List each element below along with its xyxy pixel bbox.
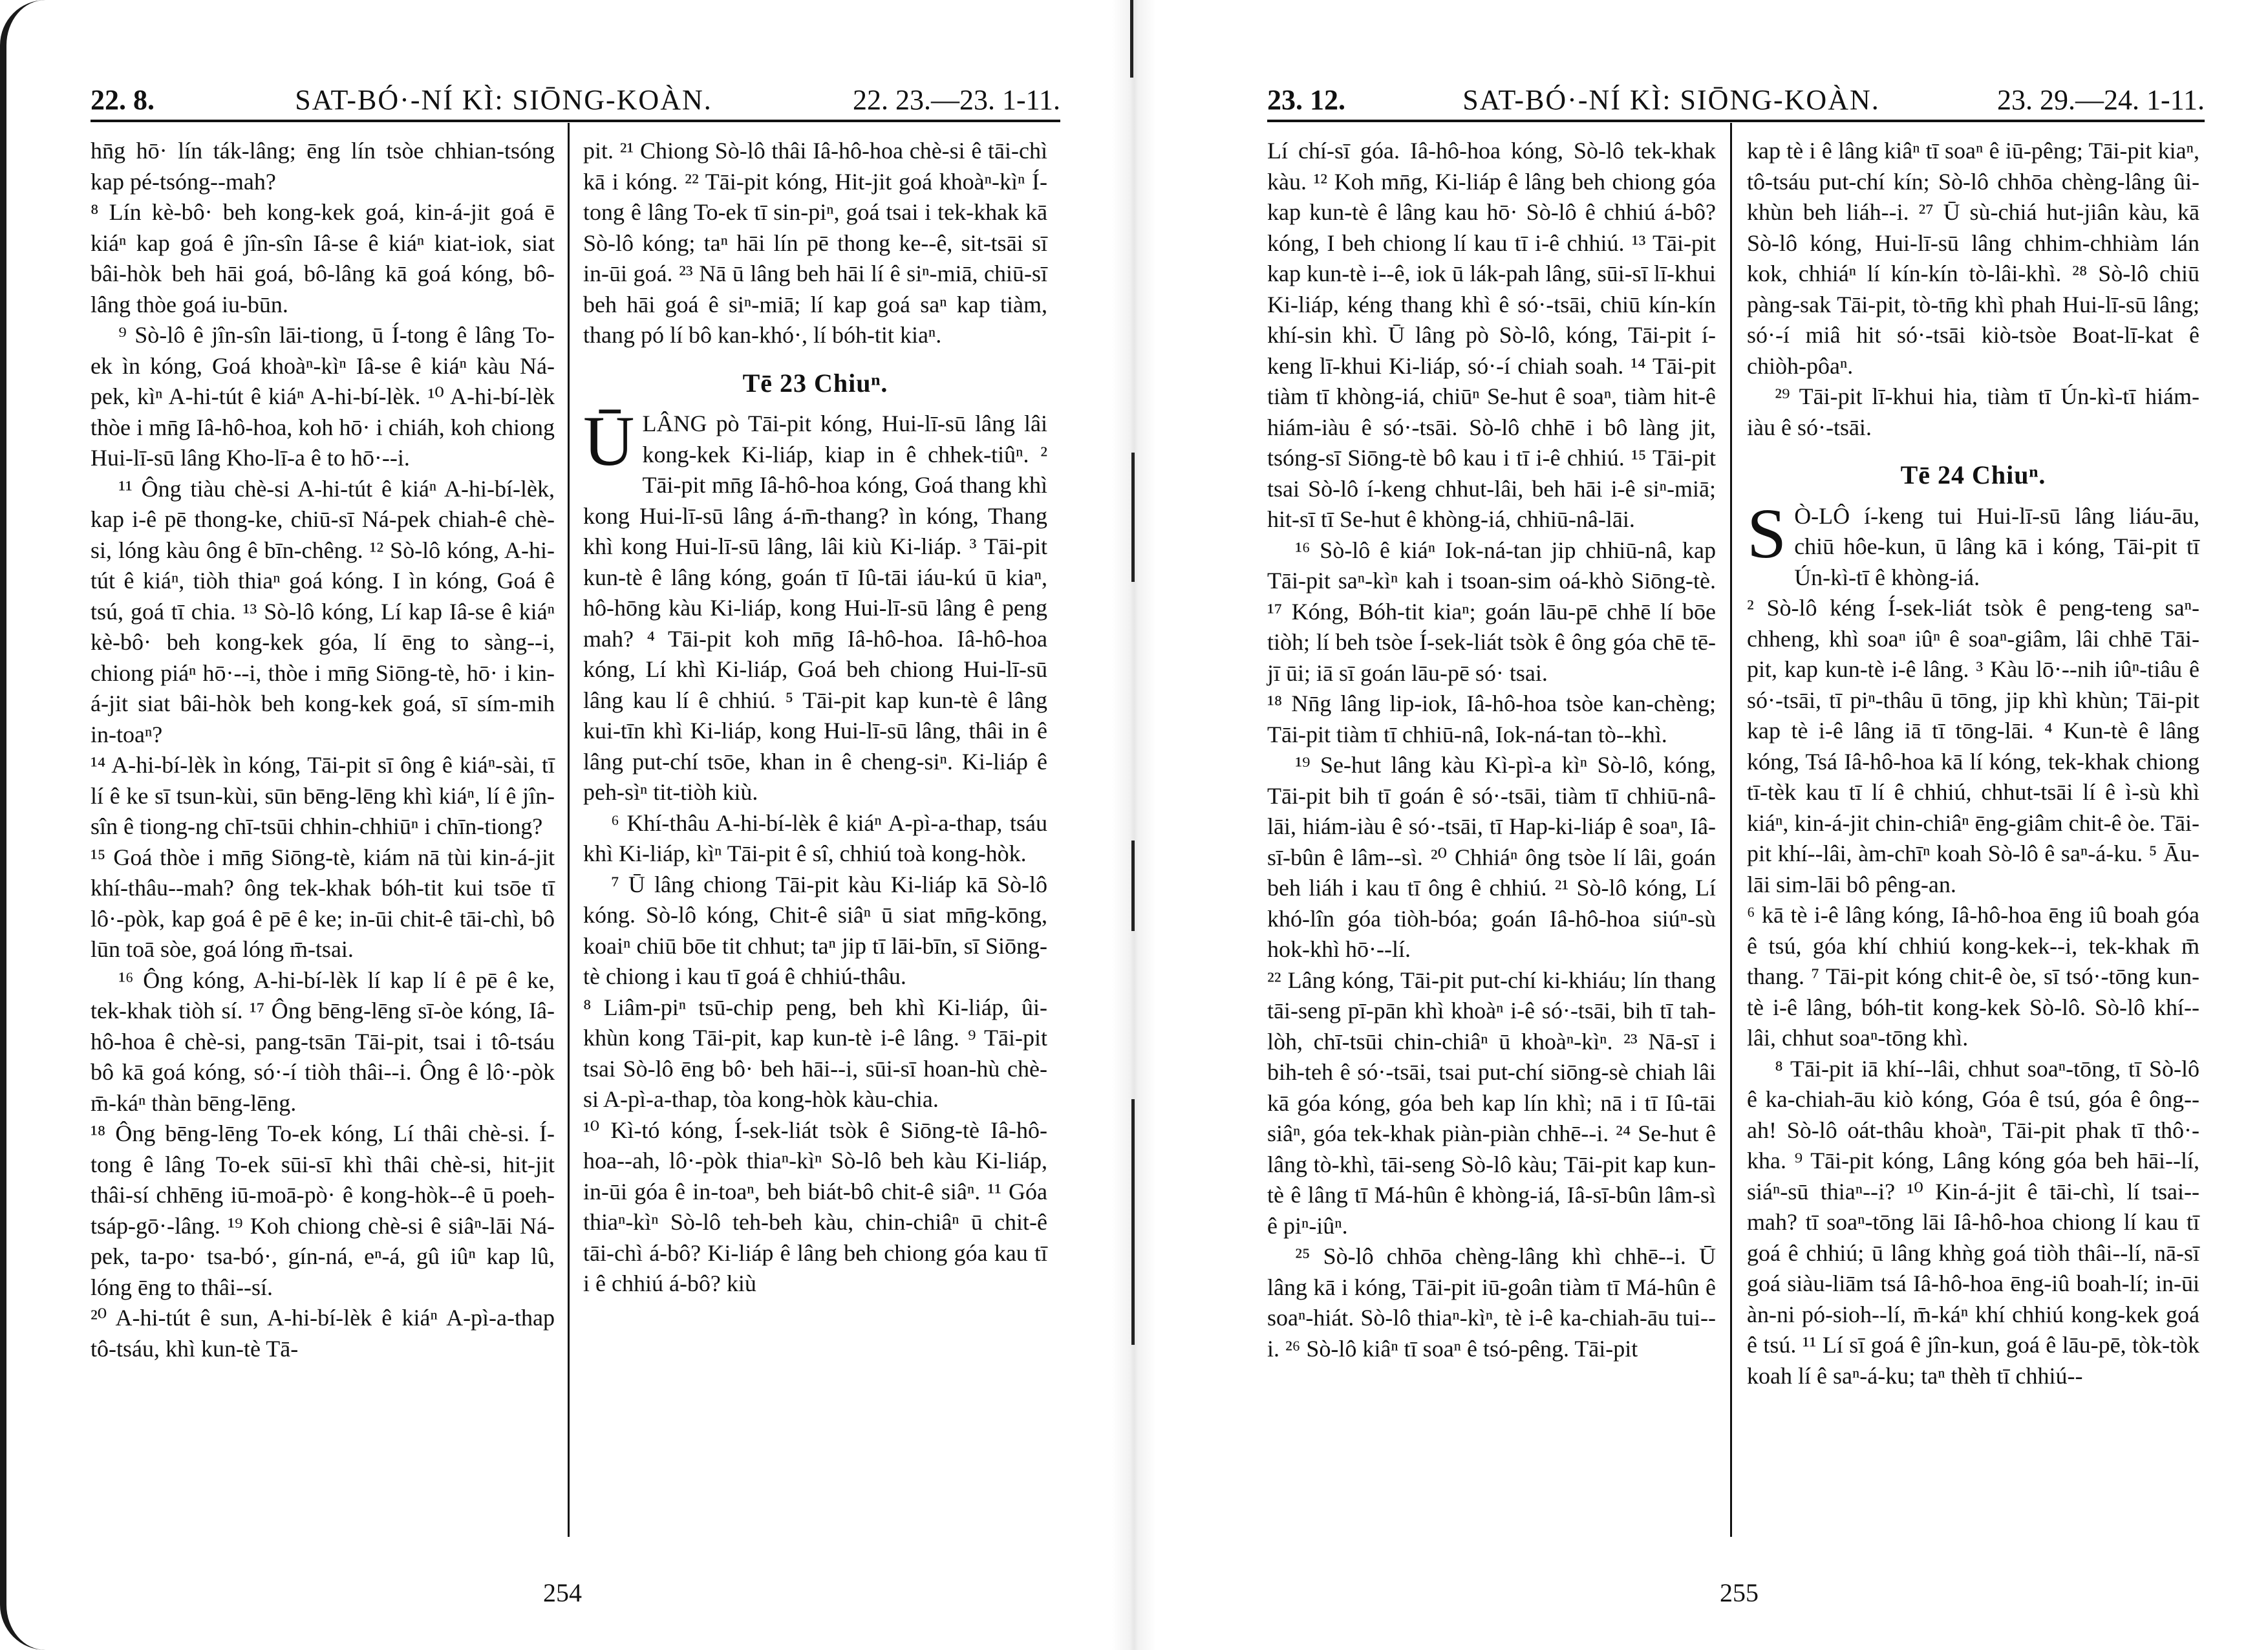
paragraph: ²⁵ Sò-lô chhōa chèng-lâng khì chhē--i. Ū lâng kā i kóng, Tāi-pit iū-goân tiàm tī Má-hûn ê soaⁿ-hiát. Sò-lô thiaⁿ-kìⁿ, tè i-ê ka-chiah-āu tui--i. ²⁶ Sò-lô kiâⁿ tī soaⁿ ê tsó-pêng. Tāi-pit — [1267, 1243, 1716, 1362]
paragraph: ¹⁶ Sò-lô ê kiáⁿ Iok-ná-tan jip chhiū-nâ, kap Tāi-pit saⁿ-kìⁿ kah i tsoan-sim oá-khò Siōng-tè. ¹⁷ Kóng, Bóh-tit kiaⁿ; goán lāu-pē chhē lí bōe tiòh; lí beh tsòe Í-sek-liát tsòk ê ông góa chē tē-jī ūi; iā sī goán lāu-pē só· tsai. — [1267, 537, 1716, 686]
spine-shadow — [1131, 453, 1135, 582]
right-page — [1267, 0, 2205, 1650]
paragraph: ¹⁶ Ông kóng, A-hi-bí-lèk lí kap lí ê pē ê ke, tek-khak tiòh sí. ¹⁷ Ông bēng-lēng sī-òe kóng, Iâ-hô-hoa ê chè-si, pang-tsān Tāi-pit, tsai i tô-tsáu bô kā goá kóng, só·-í tiòh thâi--i. Ông ê lô·-pòk m̄-káⁿ thàn bēng-lēng. — [91, 967, 555, 1116]
text-column-2 — [1747, 136, 2199, 1391]
text-column-2 — [583, 136, 1047, 1300]
header-left-ref: 22. 8. — [91, 84, 155, 116]
running-header — [1267, 65, 2205, 116]
book-left-edge — [0, 0, 45, 1650]
paragraph: ⁶ Khí-thâu A-hi-bí-lèk ê kiáⁿ A-pì-a-thap, tsáu khì Ki-liáp, kìⁿ Tāi-pit ê sî, chhiú toà kong-hòk. — [583, 809, 1047, 866]
header-title: SAT-BÓ·-NÍ KÌ: SIŌNG-KOÀN. — [295, 84, 712, 116]
header-title: SAT-BÓ·-NÍ KÌ: SIŌNG-KOÀN. — [1462, 84, 1880, 116]
paragraph: ¹⁵ Goá thòe i mn̄g Siōng-tè, kiám nā tùi kin-á-jit khí-thâu--mah? ông tek-khak bóh-tit kui tsōe tī lô·-pòk, kap goá ê pē ê ke; in-ūi chit-ê tāi-chì, bô lūn toā sòe, goá lóng m̄-tsai. — [91, 844, 555, 962]
spine-shadow — [1130, 0, 1133, 78]
paragraph: ¹⁸ Nn̄g lâng lip-iok, Iâ-hô-hoa tsòe kan-chèng; Tāi-pit tiàm tī chhiū-nâ, Iok-ná-tan tò--khì. — [1267, 691, 1716, 747]
paragraph: hn̄g hō· lín ták-lâng; ēng lín tsòe chhian-tsóng kap pé-tsóng--mah? — [91, 138, 555, 195]
paragraph: ²² Lâng kóng, Tāi-pit put-chí ki-khiáu; lín thang tāi-seng pī-pān khì khoàⁿ i-ê só·-tsāi, bih tī tah-lòh, chī-tsūi chin-chiâⁿ ū khoàⁿ-kìⁿ. ²³ Nā-sī i bih-teh ê só·-tsāi, tsai put-chí siōng-sè chiah lâi kā góa kóng, góa beh kap lín khì; nā i tī Iû-tāi siâⁿ, góa tek-khak piàn-piàn chhē--i. ²⁴ Se-hut ê lâng tò-khì, tāi-seng Sò-lô kàu; Tāi-pit kap kun-tè ê lâng tī Má-hûn ê khòng-iá, Iâ-sī-bûn lâm-sì ê piⁿ-iûⁿ. — [1267, 967, 1716, 1239]
header-right-ref: 23. 29.—24. 1-11. — [1996, 84, 2205, 116]
drop-cap: Ū — [583, 402, 635, 480]
left-page — [91, 0, 1060, 1650]
spine-shadow — [1131, 1099, 1135, 1345]
header-rule — [91, 120, 1060, 122]
text-column-1 — [1267, 136, 1716, 1364]
column-divider — [568, 123, 570, 1537]
book-spine — [1112, 0, 1156, 1650]
page-number: 254 — [543, 1578, 582, 1607]
paragraph: ¹¹ Ông tiàu chè-si A-hi-tút ê kiáⁿ A-hi-bí-lèk, kap i-ê pē thong-ke, chiū-sī Ná-pek chiah-ê chè-si, lóng kàu ông ê bīn-chêng. ¹² Sò-lô kóng, A-hi-tút ê kiáⁿ, tiòh thiaⁿ goá kóng. I ìn kóng, Goá ê tsú, goá tī chia. ¹³ Sò-lô kóng, Lí kap Iâ-se ê kiáⁿ kè-bô· beh kong-kek góa, lí ēng to sàng--i, chiong piáⁿ hō·--i, thòe i mn̄g Siōng-tè, hō· i kin-á-jit siat bâi-hòk beh kong-kek goá, sī sím-mih in-toaⁿ? — [91, 475, 555, 747]
drop-cap: S — [1747, 493, 1787, 573]
paragraph: pit. ²¹ Chiong Sò-lô thâi Iâ-hô-hoa chè-si ê tāi-chì kā i kóng. ²² Tāi-pit kóng, Hit-jit goá khoàⁿ-kìⁿ Í-tong ê lâng To-ek tī sin-piⁿ, goá tsai i tek-khak kā Sò-lô kóng; taⁿ hāi lín pē thong ke--ê, sit-tsāi sī in-ūi goá. ²³ Nā ū lâng beh hāi lí ê siⁿ-miā, chiū-sī beh hāi goá ê siⁿ-miā; lí kap goá saⁿ kap tiàm, thang pó lí bô kan-khó·, lí bóh-tit kiaⁿ. — [583, 138, 1047, 348]
header-rule — [1267, 120, 2205, 122]
paragraph: ¹⁹ Se-hut lâng kàu Kì-pì-a kìⁿ Sò-lô, kóng, Tāi-pit bih tī goán ê só·-tsāi, tiàm tī chhiū-nâ-lāi, hiám-iàu ê só·-tsāi, tī Hap-ki-liáp ê soaⁿ, Iâ-sī-bûn ê lâm--sì. ²⁰ Chhiáⁿ ông tsòe lí lâi, goán beh liáh i kau tī ông ê chhiú. ²¹ Sò-lô kóng, Lí khó-lîn góa tiòh-bóa; goán Iâ-hô-hoa siúⁿ-sù hok-khì hō·--lí. — [1267, 752, 1716, 962]
header-left-ref: 23. 12. — [1267, 84, 1345, 116]
header-right-ref: 22. 23.—23. 1-11. — [852, 84, 1060, 116]
text-column-1 — [91, 136, 555, 1364]
paragraph: ¹⁰ Kì-tó kóng, Í-sek-liát tsòk ê Siōng-tè Iâ-hô-hoa--ah, lô·-pòk thiaⁿ-kìⁿ Sò-lô beh kàu Ki-liáp, in-ūi góa ê in-toaⁿ, beh biát-bô chit-ê siâⁿ. ¹¹ Góa thiaⁿ-kìⁿ Sò-lô teh-beh kàu, chin-chiâⁿ ū chit-ê tāi-chì á-bô? Ki-liáp ê lâng beh chiong góa kau tī i ê chhiú á-bô? kiù — [583, 1117, 1047, 1296]
paragraph: ² Sò-lô kéng Í-sek-liát tsòk ê peng-teng saⁿ-chheng, khì soaⁿ iûⁿ ê soaⁿ-giâm, lâi chhē Tāi-pit, kap kun-tè i-ê lâng. ³ Kàu lō·--nih iûⁿ-tiâu ê só·-tsāi, tī piⁿ-thâu ū tōng, jip khì khùn; Tāi-pit kap tè i-ê lâng iā tī tōng-lāi. ⁴ Kun-tè ê lâng kóng, Tsá Iâ-hô-hoa kā lí kóng, tek-khak chiong tī-tèk kau tī lí ê chhiú, chhut-tsāi lí ê ì-sù khì kiáⁿ, kin-á-jit chin-chiâⁿ ēng-giâm chit-ê òe. Tāi-pit khí--lâi, àm-chīⁿ koah Sò-lô ê saⁿ-á-ku. ⁵ Āu-lāi sim-lāi bô pêng-an. — [1747, 595, 2199, 897]
page-number: 255 — [1720, 1578, 1759, 1607]
paragraph: ⁹ Sò-lô ê jîn-sîn lāi-tiong, ū Í-tong ê lâng To-ek ìn kóng, Goá khoàⁿ-kìⁿ Iâ-se ê kiáⁿ kàu Ná-pek, kìⁿ A-hi-tút ê kiáⁿ A-hi-bí-lèk. ¹⁰ A-hi-bí-lèk thòe i mn̄g Iâ-hô-hoa, koh hō· i chiáh, koh chiong Hui-lī-sū lâng Kho-lī-a ê to hō·--i. — [91, 322, 555, 471]
paragraph: ²⁰ A-hi-tút ê sun, A-hi-bí-lèk ê kiáⁿ A-pì-a-thap tô-tsáu, khì kun-tè Tā- — [91, 1305, 555, 1362]
chapter-heading: Tē 24 Chiuⁿ. — [1900, 460, 2046, 489]
paragraph: ¹⁴ A-hi-bí-lèk ìn kóng, Tāi-pit sī ông ê kiáⁿ-sài, tī lí ê ke sī tsun-kùi, sūn bēng-lēng khì kiáⁿ, lí ê jîn-sîn ê tiong-ng chī-tsūi chhin-chhiūⁿ i chīn-tiong? — [91, 752, 555, 839]
paragraph: ⁸ Lín kè-bô· beh kong-kek goá, kin-á-jit goá ē kiáⁿ kap goá ê jîn-sîn Iâ-se ê kiáⁿ kiat-iok, siat bâi-hòk beh hāi goá, bô-lâng kā goá kóng, bô-lâng thòe goá iu-būn. — [91, 199, 555, 317]
paragraph: kap tè i ê lâng kiâⁿ tī soaⁿ ê iū-pêng; Tāi-pit kiaⁿ, tô-tsáu put-chí kín; Sò-lô chhōa chèng-lâng ûi-khùn beh liáh--i. ²⁷ Ū sù-chiá hut-jiân kàu, kā Sò-lô kóng, Hui-lī-sū lâng chhim-chhiàm lán kok, chhiáⁿ lí kín-kín tò-lâi-khì. ²⁸ Sò-lô chiū pàng-sak Tāi-pit, tò-tn̄g khì phah Hui-lī-sū lâng; só·-í miâ hit só·-tsāi kiò-tsòe Boat-lī-kat ê chiòh-pôaⁿ. — [1747, 138, 2199, 379]
paragraph: ⁷ Ū lâng chiong Tāi-pit kàu Ki-liáp kā Sò-lô kóng. Sò-lô kóng, Chit-ê siâⁿ ū siat mn̄g-kōng, koaiⁿ chiū bōe tit chhut; taⁿ jip tī lāi-bīn, sī Siōng-tè chiong i kau tī goá ê chhiú-thâu. — [583, 871, 1047, 989]
paragraph-text: Ò-LÔ í-keng tui Hui-lī-sū lâng liáu-āu, chiū hôe-kun, ū lâng kā i kóng, Tāi-pit tī Ún-kì-tī ê khòng-iá. — [1794, 502, 2199, 590]
chapter-opening — [583, 402, 1047, 808]
column-divider — [1730, 123, 1732, 1537]
chapter-opening — [1747, 493, 2199, 594]
paragraph: ²⁹ Tāi-pit lī-khui hia, tiàm tī Ún-kì-tī hiám-iàu ê só·-tsāi. — [1747, 383, 2199, 440]
spine-shadow — [1131, 841, 1135, 931]
running-header — [91, 65, 1060, 116]
chapter-heading: Tē 23 Chiuⁿ. — [742, 368, 888, 398]
paragraph: ⁶ kā tè i-ê lâng kóng, Iâ-hô-hoa ēng iû boah góa ê tsú, góa khí chhiú kong-kek--i, tek-khak m̄ thang. ⁷ Tāi-pit kóng chit-ê òe, sī tsó·-tōng kun-tè i-ê lâng, bóh-tit kong-kek Sò-lô. Sò-lô khí--lâi, chhut soaⁿ-tōng khì. — [1747, 902, 2199, 1051]
paragraph: ⁸ Liâm-piⁿ tsū-chip peng, beh khì Ki-liáp, ûi-khùn kong Tāi-pit, kap kun-tè i-ê lâng. ⁹ Tāi-pit tsai Sò-lô ēng bô· beh hāi--i, sūi-sī hoan-hù chè-si A-pì-a-thap, tòa kong-hòk kàu-chia. — [583, 994, 1047, 1112]
paragraph: Lí chí-sī góa. Iâ-hô-hoa kóng, Sò-lô tek-khak kàu. ¹² Koh mn̄g, Ki-liáp ê lâng beh chiong góa kap kun-tè ê lâng kau hō· Sò-lô ê chhiú á-bô? kóng, I beh chiong lí kau tī i-ê chhiú. ¹³ Tāi-pit kap kun-tè i--ê, iok ū lák-pah lâng, sūi-sī lī-khui Ki-liáp, kéng thang khì ê só·-tsāi, chiū kín-kín khí-sin khì. Ū lâng pò Sò-lô, kóng, Tāi-pit í-keng lī-khui Ki-liáp, só·-í chiah soah. ¹⁴ Tāi-pit tiàm tī khòng-iá, chiūⁿ Se-hut ê soaⁿ, tiàm hit-ê hiám-iàu ê só·-tsāi. Sò-lô chhē i bô làng jit, tsóng-sī Siōng-tè bô kau i tī i-ê chhiú. ¹⁵ Tāi-pit tsai Sò-lô í-keng chhut-lâi, beh hāi i-ê siⁿ-miā; hit-sī tī Se-hut ê khòng-iá, chhiū-nâ-lāi. — [1267, 138, 1716, 532]
paragraph-text: LÂNG pò Tāi-pit kóng, Hui-lī-sū lâng lâi kong-kek Ki-liáp, kiap in ê chhek-tiûⁿ. ² Tāi-pit mn̄g Iâ-hô-hoa kóng, Goá thang khì kong Hui-lī-sū lâng á-m̄-thang? ìn kóng, Thang khì kong Hui-lī-sū lâng, lâi kiù Ki-liáp. ³ Tāi-pit kun-tè ê lâng kóng, goán tī Iû-tāi iáu-kú ū kiaⁿ, hô-hōng kàu Ki-liáp, kong Hui-lī-sū lâng ê peng mah? ⁴ Tāi-pit koh mn̄g Iâ-hô-hoa. Iâ-hô-hoa kóng, Lí khì Ki-liáp, Goá beh chiong Hui-lī-sū lâng kau lí ê chhiú. ⁵ Tāi-pit kap kun-tè ê lâng kui-tīn khì Ki-liáp, kong Hui-lī-sū lâng, thâi in ê lâng put-chí tsōe, khan in ê cheng-siⁿ. Ki-liáp ê peh-sìⁿ tit-tiòh kiù. — [583, 411, 1047, 805]
paragraph: ¹⁸ Ông bēng-lēng To-ek kóng, Lí thâi chè-si. Í-tong ê lâng To-ek sūi-sī khì thâi chè-si, hit-jit thâi-sí chhēng iū-moā-pò· ê kong-hòk--ê ū poeh-tsáp-gō·-lâng. ¹⁹ Koh chiong chè-si ê siâⁿ-lāi Ná-pek, ta-po· tsa-bó·, gín-ná, eⁿ-á, gû iûⁿ kap lû, lóng ēng to thâi--sí. — [91, 1120, 555, 1300]
paragraph: ⁸ Tāi-pit iā khí--lâi, chhut soaⁿ-tōng, tī Sò-lô ê ka-chiah-āu kiò kóng, Góa ê tsú, góa ê ông--ah! Sò-lô oát-thâu khoàⁿ, Tāi-pit phak tī thô·-kha. ⁹ Tāi-pit kóng, Lâng kóng góa beh hāi--lí, siáⁿ-sū thiaⁿ--i? ¹⁰ Kin-á-jit ê tāi-chì, lí tsai--mah? tī soaⁿ-tōng lāi Iâ-hô-hoa chiong lí kau tī goá ê chhiú; ū lâng khǹg goá tiòh thâi--lí, nā-sī goá siàu-liām tsá Iâ-hô-hoa ēng-iû boah-lí; in-ūi àn-ni pó-sioh--lí, m̄-káⁿ khí chhiú kong-kek goá ê tsú. ¹¹ Lí sī goá ê jîn-kun, goá ê lāu-pē, tòk-tòk koah lí ê saⁿ-á-ku; taⁿ thèh tī chhiú-- — [1747, 1055, 2199, 1389]
